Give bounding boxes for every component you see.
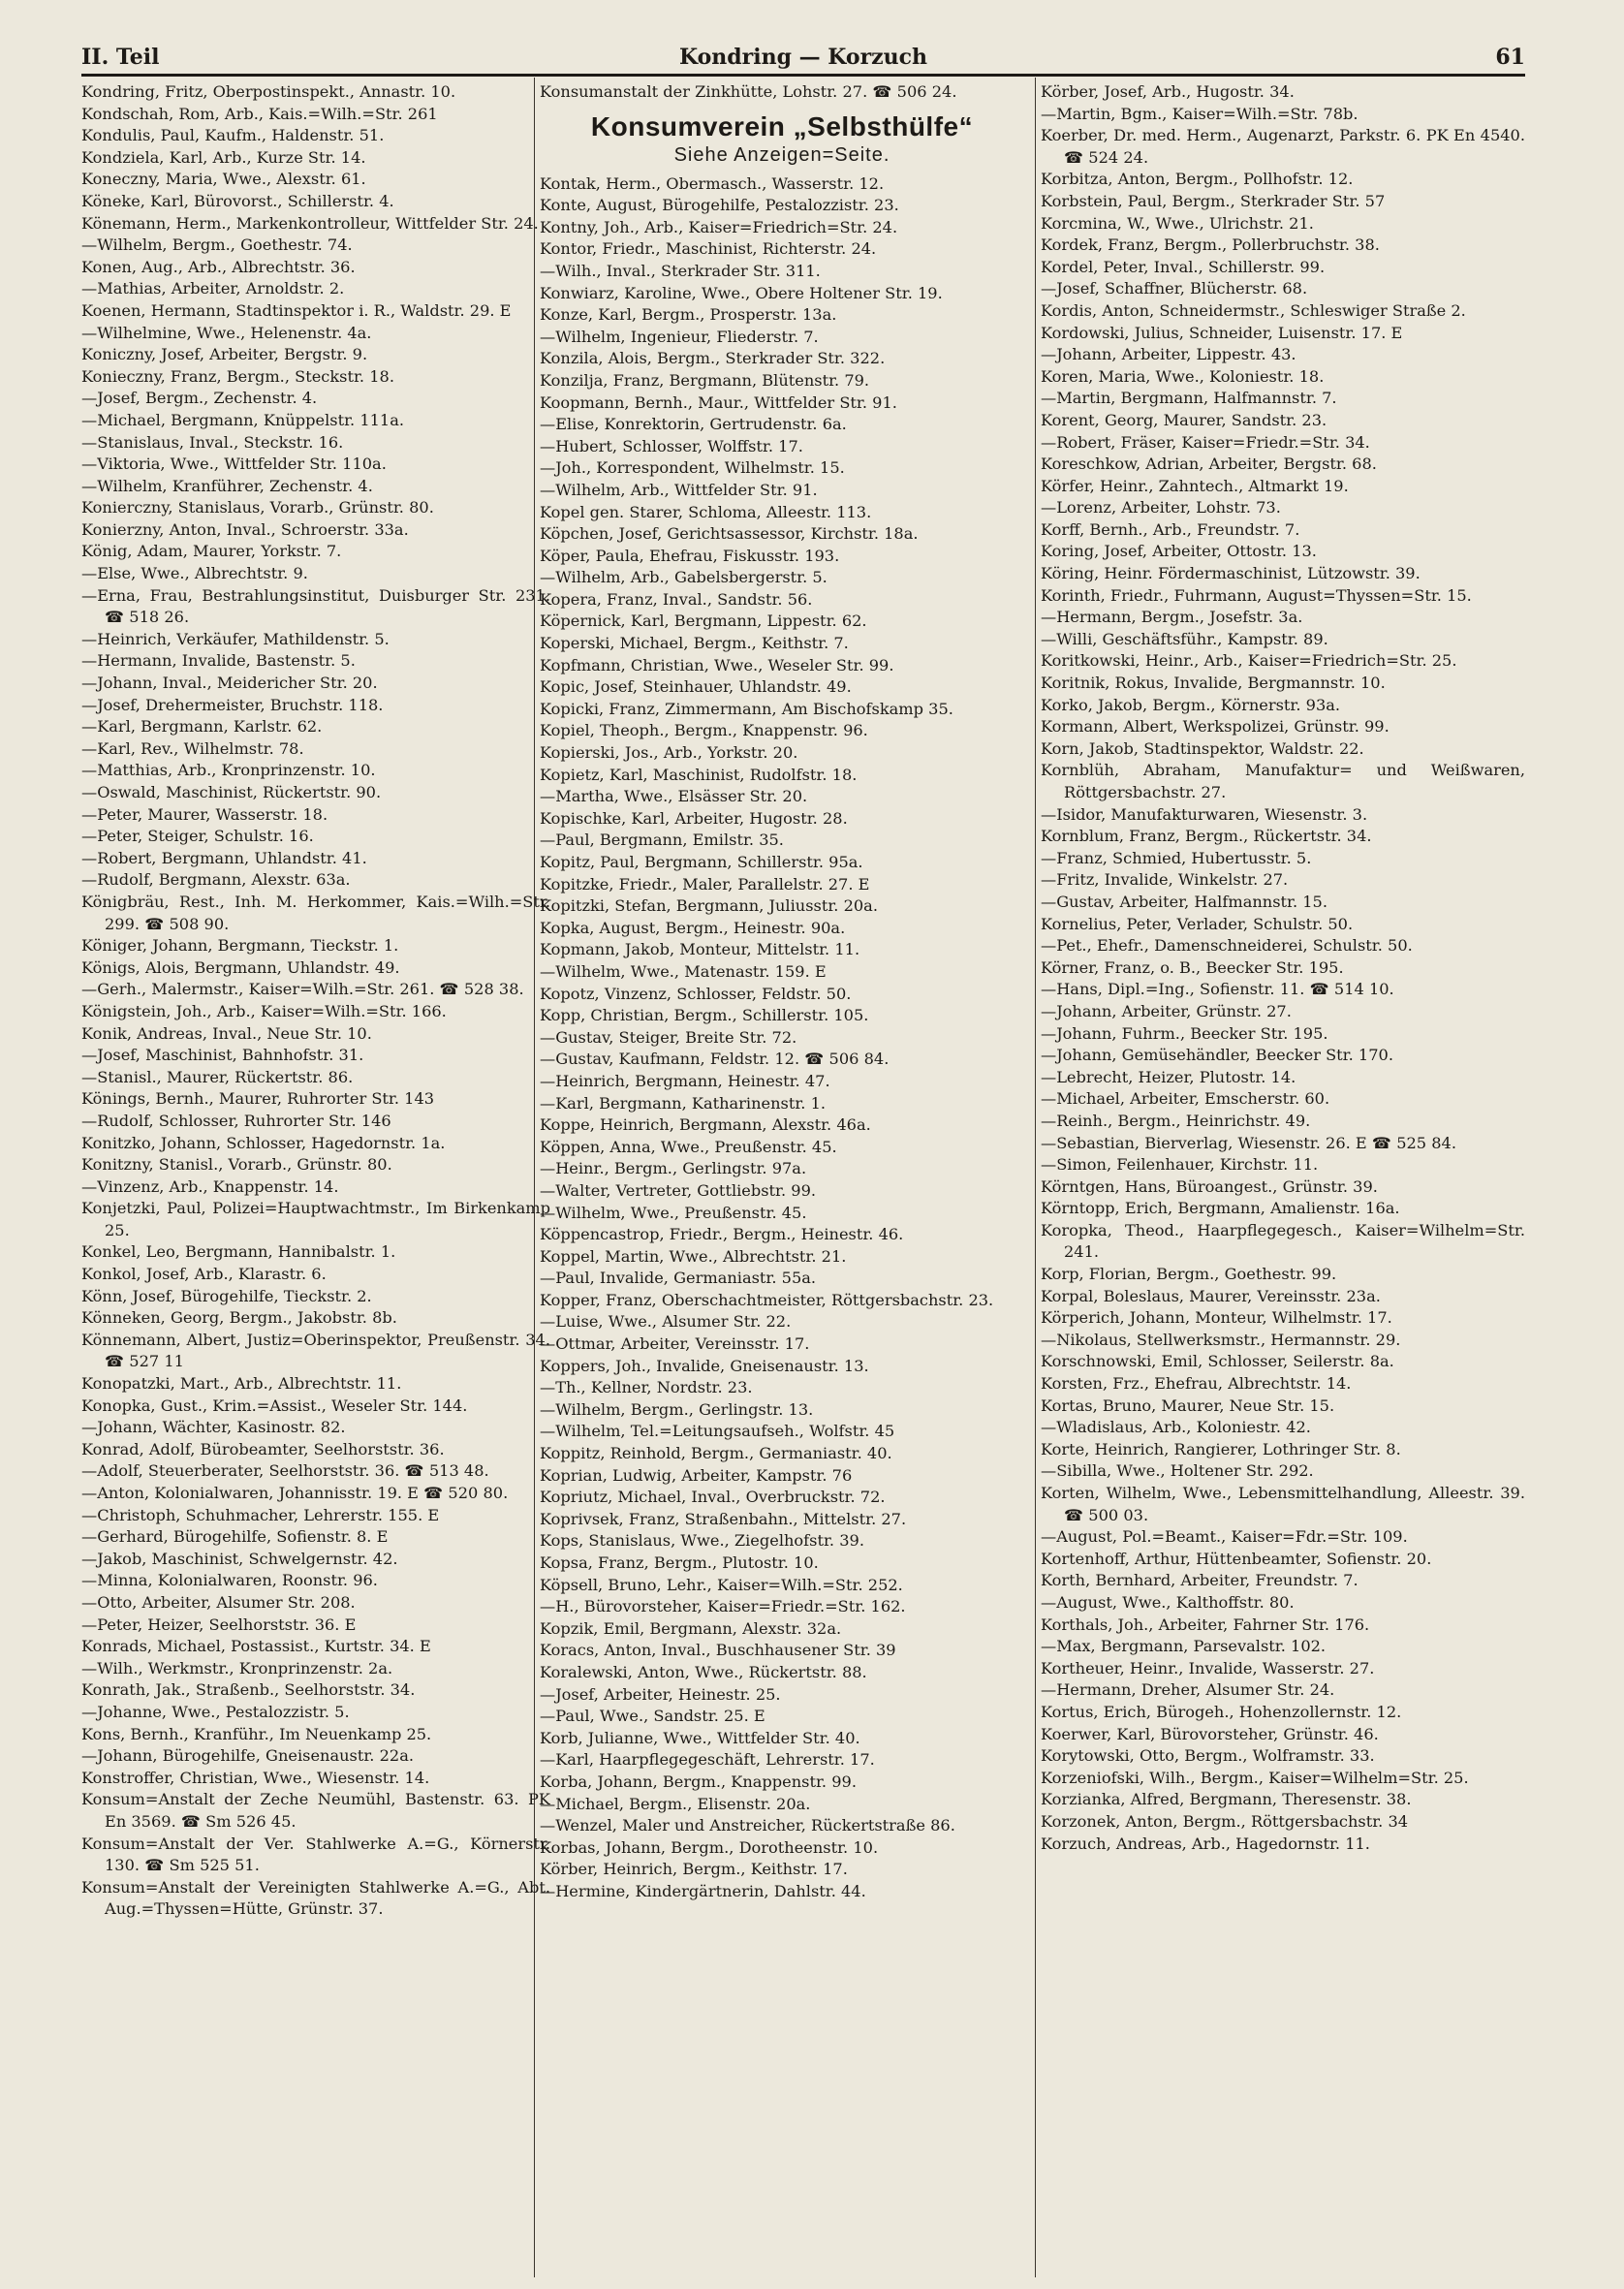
directory-entry: Körfer, Heinr., Zahntech., Altmarkt 19. [1041,476,1349,495]
directory-entry: —Heinrich, Verkäufer, Mathildenstr. 5. [81,629,390,648]
directory-entry: Kopicki, Franz, Zimmermann, Am Bischofskamp 35. [540,699,953,718]
directory-entry: —Peter, Heizer, Seelhorststr. 36. E [81,1615,357,1634]
directory-entry: Königbräu, Rest., Inh. M. Herkommer, Kais.=Wilh.=Str. 299. ☎ 508 90. [81,892,550,933]
directory-entry: Kopic, Josef, Steinhauer, Uhlandstr. 49. [540,677,852,697]
directory-entry: —Heinrich, Bergmann, Heinestr. 47. [540,1071,830,1090]
directory-entry: —Martin, Bgm., Kaiser=Wilh.=Str. 78b. [1041,104,1359,123]
directory-entry: —Gustav, Kaufmann, Feldstr. 12. ☎ 506 84. [540,1050,890,1069]
directory-entry: —Hans, Dipl.=Ing., Sofienstr. 11. ☎ 514 10. [1041,980,1394,999]
directory-entry: Koring, Josef, Arbeiter, Ottostr. 13. [1041,542,1317,561]
directory-entry: Könneken, Georg, Bergm., Jakobstr. 8b. [81,1308,397,1328]
directory-entry: —Josef, Maschinist, Bahnhofstr. 31. [81,1046,364,1065]
directory-entry: Köpsell, Bruno, Lehr., Kaiser=Wilh.=Str. 252. [540,1575,903,1594]
directory-entry: Korko, Jakob, Bergm., Körnerstr. 93a. [1041,695,1341,714]
directory-entry: —Lorenz, Arbeiter, Lohstr. 73. [1041,498,1281,517]
directory-entry: —Johann, Bürogehilfe, Gneisenaustr. 22a. [81,1746,414,1766]
directory-entry: Konik, Andreas, Inval., Neue Str. 10. [81,1023,372,1043]
directory-entry: Köppen, Anna, Wwe., Preußenstr. 45. [540,1137,837,1156]
column-2-top-entries [540,81,1024,104]
directory-entry: Kopietz, Karl, Maschinist, Rudolfstr. 18. [540,765,858,784]
directory-entry: Konrath, Jak., Straßenb., Seelhorststr. 34. [81,1680,416,1700]
directory-entry: Köring, Heinr. Fördermaschinist, Lützowstr. 39. [1041,564,1421,583]
ad-title: Konsumverein „Selbsthülfe“ [590,110,974,141]
directory-entry: Könn, Josef, Bürogehilfe, Tieckstr. 2. [81,1286,372,1305]
directory-entry: —Th., Kellner, Nordstr. 23. [540,1378,753,1397]
directory-entry: —Wilhelm, Wwe., Preußenstr. 45. [540,1203,807,1222]
directory-entry: Korcmina, W., Wwe., Ulrichstr. 21. [1041,213,1314,233]
header-rule [81,74,1525,77]
directory-entry: Konsum=Anstalt der Vereinigten Stahlwerke A.=G., Abt. Aug.=Thyssen=Hütte, Grünstr. 37. [81,1877,550,1919]
directory-entry: —Wilhelm, Tel.=Leitungsaufseh., Wolfstr. 45 [540,1422,895,1441]
directory-entry: Kondring, Fritz, Oberpostinspekt., Annastr. 10. [81,82,456,101]
directory-entry: —Hubert, Schlosser, Wolffstr. 17. [540,436,803,455]
directory-entry: Koppel, Martin, Wwe., Albrechtstr. 21. [540,1246,847,1266]
directory-entry: Kortas, Bruno, Maurer, Neue Str. 15. [1041,1395,1335,1415]
directory-entry: —Vinzenz, Arb., Knappenstr. 14. [81,1176,339,1196]
column-2 [540,81,1024,2273]
directory-entry: Konierzny, Anton, Inval., Schroerstr. 33a. [81,519,409,539]
directory-entry: —Michael, Arbeiter, Emscherstr. 60. [1041,1089,1330,1109]
directory-entry: —Reinh., Bergm., Heinrichstr. 49. [1041,1111,1311,1130]
directory-entry: Königs, Alois, Bergmann, Uhlandstr. 49. [81,957,400,977]
directory-entry: Kopriutz, Michael, Inval., Overbruckstr. 72. [540,1488,886,1507]
directory-entry: —Lebrecht, Heizer, Plutostr. 14. [1041,1067,1296,1086]
directory-entry: Kopfmann, Christian, Wwe., Weseler Str. 99. [540,655,894,674]
running-title: Kondring — Korzuch [678,45,928,70]
directory-entry: Kopiel, Theoph., Bergm., Knappenstr. 96. [540,721,868,740]
directory-entry: Kordis, Anton, Schneidermstr., Schleswiger Straße 2. [1041,300,1466,320]
directory-entry: —Ottmar, Arbeiter, Vereinsstr. 17. [540,1334,810,1354]
directory-entry: Kondschah, Rom, Arb., Kais.=Wilh.=Str. 261 [81,104,438,123]
directory-entry: Konen, Aug., Arb., Albrechtstr. 36. [81,257,356,276]
directory-entry: Koopmann, Bernh., Maur., Wittfelder Str. 91. [540,392,897,412]
column-2-entries [540,173,1024,1903]
directory-entry: Konte, August, Bürogehilfe, Pestalozzistr. 23. [540,196,899,215]
directory-entry: Korb, Julianne, Wwe., Wittfelder Str. 40. [540,1728,860,1747]
directory-entry: —Simon, Feilenhauer, Kirchstr. 11. [1041,1155,1319,1175]
directory-entry: —Josef, Schaffner, Blücherstr. 68. [1041,279,1308,298]
directory-entry: —Johann, Arbeiter, Lippestr. 43. [1041,345,1296,364]
directory-entry: Konsum=Anstalt der Zeche Neumühl, Bastenstr. 63. PK En 3569. ☎ Sm 526 45. [81,1790,550,1831]
directory-entry: Korbitza, Anton, Bergm., Pollhofstr. 12. [1041,170,1354,189]
directory-entry: Konzilja, Franz, Bergmann, Blütenstr. 79. [540,370,870,390]
directory-entry: Koreschkow, Adrian, Arbeiter, Bergstr. 68. [1041,455,1377,474]
directory-entry: Kopel gen. Starer, Schloma, Alleestr. 113. [540,502,872,521]
directory-entry: Koritkowski, Heinr., Arb., Kaiser=Friedrich=Str. 25. [1041,651,1457,671]
directory-entry: Koprian, Ludwig, Arbeiter, Kampstr. 76 [540,1465,853,1485]
directory-entry: —Hermann, Bergm., Josefstr. 3a. [1041,608,1303,627]
directory-entry: Kopmann, Jakob, Monteur, Mittelstr. 11. [540,940,860,959]
directory-entry: Korzeniofski, Wilh., Bergm., Kaiser=Wilhelm=Str. 25. [1041,1768,1469,1787]
column-3 [1041,81,1525,2273]
directory-entry: Koppers, Joh., Invalide, Gneisenaustr. 13. [540,1356,869,1375]
directory-entry: Korff, Bernh., Arb., Freundstr. 7. [1041,519,1300,539]
directory-entry: —Else, Wwe., Albrechtstr. 9. [81,564,308,583]
directory-entry: —Gustav, Steiger, Breite Str. 72. [540,1027,797,1047]
directory-entry: Konrad, Adolf, Bürobeamter, Seelhorststr. 36. [81,1439,445,1458]
directory-entry: —Robert, Bergmann, Uhlandstr. 41. [81,848,367,867]
directory-entry: —Paul, Wwe., Sandstr. 25. E [540,1707,765,1726]
directory-entry: Konze, Karl, Bergm., Prosperstr. 13a. [540,305,837,325]
directory-entry: Konieczny, Franz, Bergm., Steckstr. 18. [81,366,394,386]
directory-entry: —Robert, Fräser, Kaiser=Friedr.=Str. 34. [1041,432,1370,452]
directory-entry: —Heinr., Bergm., Gerlingstr. 97a. [540,1159,807,1178]
directory-entry: Kornblum, Franz, Bergm., Rückertstr. 34. [1041,827,1372,846]
directory-entry: Korbas, Johann, Bergm., Dorotheenstr. 10. [540,1837,879,1857]
directory-entry: —Johann, Wächter, Kasinostr. 82. [81,1418,346,1437]
directory-entry: Kordel, Peter, Inval., Schillerstr. 99. [1041,257,1326,276]
directory-entry: —Johanne, Wwe., Pestalozzistr. 5. [81,1702,350,1721]
directory-entry: Koppitz, Reinhold, Bergm., Germaniastr. 40. [540,1444,892,1463]
directory-entry: Konopka, Gust., Krim.=Assist., Weseler Str. 144. [81,1395,468,1415]
directory-entry: —Wilhelm, Bergm., Goethestr. 74. [81,235,353,255]
directory-entry: Kopzik, Emil, Bergmann, Alexstr. 32a. [540,1618,842,1638]
directory-entry: —Luise, Wwe., Alsumer Str. 22. [540,1312,792,1332]
directory-entry: —August, Wwe., Kalthoffstr. 80. [1041,1592,1295,1612]
directory-entry: Korzonek, Anton, Bergm., Röttgersbachstr. 34 [1041,1811,1409,1831]
directory-entry: Kormann, Albert, Werkspolizei, Grünstr. 99. [1041,717,1390,737]
directory-entry: Köppencastrop, Friedr., Bergm., Heinestr. 46. [540,1225,904,1244]
directory-entry: —Mathias, Arbeiter, Arnoldstr. 2. [81,279,345,298]
directory-entry: Konrads, Michael, Postassist., Kurtstr. 34. E [81,1637,431,1656]
directory-entry: Kortheuer, Heinr., Invalide, Wasserstr. 27. [1041,1658,1375,1678]
directory-entry: Korte, Heinrich, Rangierer, Lothringer Str. 8. [1041,1439,1401,1458]
directory-entry: Korbstein, Paul, Bergm., Sterkrader Str. 57 [1041,191,1386,210]
directory-entry: Köpchen, Josef, Gerichtsassessor, Kirchstr. 18a. [540,524,919,544]
directory-entry: —Nikolaus, Stellwerksmstr., Hermannstr. 29. [1041,1330,1401,1349]
directory-entry: —Gerh., Malermstr., Kaiser=Wilh.=Str. 261. ☎ 528 38. [81,980,524,999]
directory-entry: Kopp, Christian, Bergm., Schillerstr. 105. [540,1006,869,1025]
directory-entry: —Rudolf, Bergmann, Alexstr. 63a. [81,870,351,890]
directory-entry: Körntgen, Hans, Büroangest., Grünstr. 39. [1041,1176,1378,1196]
directory-entry: Kopierski, Jos., Arb., Yorkstr. 20. [540,743,798,763]
directory-entry: Körner, Franz, o. B., Beecker Str. 195. [1041,957,1344,977]
directory-entry: Kopitzke, Friedr., Maler, Parallelstr. 27. E [540,874,870,894]
directory-entry: —H., Bürovorsteher, Kaiser=Friedr.=Str. 162. [540,1597,906,1616]
directory-entry: Koniczny, Josef, Arbeiter, Bergstr. 9. [81,345,368,364]
directory-entry: Kondziela, Karl, Arb., Kurze Str. 14. [81,147,366,167]
directory-entry: —Rudolf, Schlosser, Ruhrorter Str. 146 [81,1111,391,1130]
directory-entry: Könnemann, Albert, Justiz=Oberinspektor, Preußenstr. 34. ☎ 527 11 [81,1330,550,1371]
directory-entry: Koritnik, Rokus, Invalide, Bergmannstr. 10. [1041,674,1386,693]
directory-entry: Koenen, Hermann, Stadtinspektor i. R., Waldstr. 29. E [81,300,512,320]
directory-entry: Körber, Heinrich, Bergm., Keithstr. 17. [540,1860,848,1879]
directory-entry: —Karl, Bergmann, Katharinenstr. 1. [540,1093,827,1113]
directory-entry: —Erna, Frau, Bestrahlungsinstitut, Duisburger Str. 231. ☎ 518 26. [81,585,550,627]
directory-entry: Koperski, Michael, Bergm., Keithstr. 7. [540,634,849,653]
directory-entry: Köneke, Karl, Bürovorst., Schillerstr. 4. [81,191,394,210]
column-divider [1035,78,1036,2277]
directory-entry: Konsumanstalt der Zinkhütte, Lohstr. 27. ☎ 506 24. [540,82,957,101]
directory-entry: Körntopp, Erich, Bergmann, Amalienstr. 16a. [1041,1199,1400,1218]
directory-entry: Konopatzki, Mart., Arb., Albrechtstr. 11. [81,1374,402,1394]
directory-entry: —Josef, Arbeiter, Heinestr. 25. [540,1684,781,1704]
directory-entry: —Josef, Drehermeister, Bruchstr. 118. [81,695,384,714]
directory-entry: —Minna, Kolonialwaren, Roonstr. 96. [81,1571,378,1590]
directory-entry: Könemann, Herm., Markenkontrolleur, Wittfelder Str. 24. [81,213,539,233]
directory-entry: Kopischke, Karl, Arbeiter, Hugostr. 28. [540,808,848,828]
directory-entry: Konjetzki, Paul, Polizei=Hauptwachtmstr., Im Birkenkamp 25. [81,1199,550,1239]
directory-entry: —Karl, Haarpflegegeschäft, Lehrerstr. 17. [540,1750,875,1770]
directory-entry: Korinth, Friedr., Fuhrmann, August=Thyssen=Str. 15. [1041,585,1472,605]
directory-entry: Köper, Paula, Ehefrau, Fiskusstr. 193. [540,546,840,565]
directory-entry: Koprivsek, Franz, Straßenbahn., Mittelstr. 27. [540,1509,907,1528]
directory-entry: —Gustav, Arbeiter, Halfmannstr. 15. [1041,892,1327,911]
directory-entry: —Martin, Bergmann, Halfmannstr. 7. [1041,389,1337,408]
directory-entry: —Pet., Ehefr., Damenschneiderei, Schulstr. 50. [1041,936,1413,956]
directory-entry: Koren, Maria, Wwe., Koloniestr. 18. [1041,366,1325,386]
directory-entry: —Hermine, Kindergärtnerin, Dahlstr. 44. [540,1881,866,1900]
directory-entry: Korzuch, Andreas, Arb., Hagedornstr. 11. [1041,1834,1370,1853]
directory-entry: Kondulis, Paul, Kaufm., Haldenstr. 51. [81,126,385,145]
directory-entry: —Johann, Gemüsehändler, Beecker Str. 170. [1041,1046,1393,1065]
directory-entry: —Johann, Inval., Meidericher Str. 20. [81,674,378,693]
directory-entry: —Jakob, Maschinist, Schwelgernstr. 42. [81,1549,398,1568]
directory-entry: —Karl, Bergmann, Karlstr. 62. [81,717,323,737]
directory-entry: —Wilhelmine, Wwe., Helenenstr. 4a. [81,323,372,342]
directory-entry: —Oswald, Maschinist, Rückertstr. 90. [81,783,382,801]
directory-entry: Kopper, Franz, Oberschachtmeister, Röttgersbachstr. 23. [540,1290,994,1309]
directory-entry: —Max, Bergmann, Parsevalstr. 102. [1041,1637,1327,1656]
directory-entry: Kops, Stanislaus, Wwe., Ziegelhofstr. 39. [540,1531,864,1551]
directory-entry: Kordowski, Julius, Schneider, Luisenstr. 17. E [1041,323,1403,342]
directory-entry: Kortus, Erich, Bürogeh., Hohenzollernstr. 12. [1041,1702,1402,1721]
directory-entry: Kontor, Friedr., Maschinist, Richterstr. 24. [540,239,877,259]
directory-entry: —Josef, Bergm., Zechenstr. 4. [81,389,318,408]
directory-entry: Körber, Josef, Arb., Hugostr. 34. [1041,82,1295,101]
directory-entry: —Matthias, Arb., Kronprinzenstr. 10. [81,761,376,780]
directory-entry: —Franz, Schmied, Hubertusstr. 5. [1041,848,1312,867]
directory-entry: Kons, Bernh., Kranführ., Im Neuenkamp 25. [81,1724,432,1743]
column-1 [81,81,550,2273]
page-header [81,45,1525,74]
directory-entry: —Hermann, Invalide, Bastenstr. 5. [81,651,356,671]
directory-entry: Konitzko, Johann, Schlosser, Hagedornstr. 1a. [81,1133,446,1152]
directory-entry: —Michael, Bergm., Elisenstr. 20a. [540,1794,811,1813]
directory-entry: —Hermann, Dreher, Alsumer Str. 24. [1041,1680,1335,1700]
directory-entry: —Michael, Bergmann, Knüppelstr. 111a. [81,410,405,429]
directory-entry: Kopka, August, Bergm., Heinestr. 90a. [540,918,846,937]
directory-entry: Korsten, Frz., Ehefrau, Albrechtstr. 14. [1041,1374,1352,1394]
directory-entry: —August, Pol.=Beamt., Kaiser=Fdr.=Str. 109. [1041,1527,1408,1547]
directory-entry: Koropka, Theod., Haarpflegegesch., Kaiser=Wilhelm=Str. 241. [1041,1220,1525,1262]
directory-entry: Konstroffer, Christian, Wwe., Wiesenstr. 14. [81,1768,430,1787]
directory-entry: Konsum=Anstalt der Ver. Stahlwerke A.=G., Körnerstr. 130. ☎ Sm 525 51. [81,1834,550,1875]
directory-entry: Kopitzki, Stefan, Bergmann, Juliusstr. 20a. [540,896,878,916]
directory-entry: König, Adam, Maurer, Yorkstr. 7. [81,542,342,561]
directory-entry: Korschnowski, Emil, Schlosser, Seilerstr. 8a. [1041,1352,1394,1371]
directory-entry: —Wilhelm, Arb., Gabelsbergerstr. 5. [540,568,828,587]
directory-entry: —Wilhelm, Kranführer, Zechenstr. 4. [81,476,373,495]
directory-entry: —Christoph, Schuhmacher, Lehrerstr. 155. E [81,1505,440,1524]
directory-entry: —Johann, Fuhrm., Beecker Str. 195. [1041,1023,1328,1043]
directory-entry: Koerwer, Karl, Bürovorsteher, Grünstr. 46. [1041,1724,1379,1743]
directory-entry: Kopera, Franz, Inval., Sandstr. 56. [540,589,813,609]
directory-entry: —Isidor, Manufakturwaren, Wiesenstr. 3. [1041,804,1368,824]
directory-entry: Königer, Johann, Bergmann, Tieckstr. 1. [81,936,399,956]
directory-entry: —Stanisl., Maurer, Rückertstr. 86. [81,1067,354,1086]
directory-entry: —Paul, Invalide, Germaniastr. 55a. [540,1269,817,1288]
directory-entry: Korent, Georg, Maurer, Sandstr. 23. [1041,410,1327,429]
directory-entry: —Sebastian, Bierverlag, Wiesenstr. 26. E ☎ 525 84. [1041,1133,1456,1152]
directory-entry: —Wilh., Inval., Sterkrader Str. 311. [540,261,821,280]
directory-entry: Kortenhoff, Arthur, Hüttenbeamter, Sofienstr. 20. [1041,1549,1432,1568]
directory-entry: —Wilhelm, Arb., Wittfelder Str. 91. [540,480,818,499]
directory-entry: —Sibilla, Wwe., Holtener Str. 292. [1041,1461,1314,1481]
page-number: 61 [1495,45,1525,70]
directory-entry: —Joh., Korrespondent, Wilhelmstr. 15. [540,458,845,478]
directory-entry: Kopsa, Franz, Bergm., Plutostr. 10. [540,1553,819,1572]
directory-entry: —Wladislaus, Arb., Koloniestr. 42. [1041,1418,1311,1437]
directory-entry: —Martha, Wwe., Elsässer Str. 20. [540,787,808,806]
directory-entry: Köpernick, Karl, Bergmann, Lippestr. 62. [540,611,867,631]
directory-entry: Korytowski, Otto, Bergm., Wolframstr. 33. [1041,1746,1375,1766]
directory-entry: Kopotz, Vinzenz, Schlosser, Feldstr. 50. [540,984,852,1003]
directory-entry: —Otto, Arbeiter, Alsumer Str. 208. [81,1592,356,1612]
directory-entry: —Anton, Kolonialwaren, Johannisstr. 19. E ☎ 520 80. [81,1484,509,1502]
directory-entry: Korn, Jakob, Stadtinspektor, Waldstr. 22. [1041,738,1364,758]
directory-entry: —Stanislaus, Inval., Steckstr. 16. [81,432,344,452]
directory-entry: —Wilh., Werkmstr., Kronprinzenstr. 2a. [81,1658,393,1678]
directory-entry: —Willi, Geschäftsführ., Kampstr. 89. [1041,629,1328,648]
directory-entry: —Wenzel, Maler und Anstreicher, Rückertstraße 86. [540,1816,955,1835]
directory-entry: Koneczny, Maria, Wwe., Alexstr. 61. [81,170,366,189]
directory-entry: Kornblüh, Abraham, Manufaktur= und Weißwaren, Röttgersbachstr. 27. [1041,761,1525,801]
directory-entry: Königstein, Joh., Arb., Kaiser=Wilh.=Str. 166. [81,1001,447,1020]
directory-entry: Korten, Wilhelm, Wwe., Lebensmittelhandlung, Alleestr. 39. ☎ 500 03. [1041,1484,1525,1524]
directory-entry: —Wilhelm, Wwe., Matenastr. 159. E [540,961,827,981]
advertisement-notice [540,111,1024,168]
directory-entry: —Paul, Bergmann, Emilstr. 35. [540,831,784,850]
directory-entry: —Gerhard, Bürogehilfe, Sofienstr. 8. E [81,1527,389,1547]
directory-entry: Konitzny, Stanisl., Vorarb., Grünstr. 80. [81,1155,392,1175]
directory-entry: —Peter, Maurer, Wasserstr. 18. [81,804,328,824]
directory-entry: Konzila, Alois, Bergm., Sterkrader Str. 322. [540,349,886,368]
directory-entry: Kontny, Joh., Arb., Kaiser=Friedrich=Str. 24. [540,217,898,236]
section-label: II. Teil [81,45,160,70]
directory-entry: Korzianka, Alfred, Bergmann, Theresenstr. 38. [1041,1790,1412,1809]
directory-entry: —Karl, Rev., Wilhelmstr. 78. [81,738,304,758]
ad-subtitle: Siehe Anzeigen=Seite. [673,143,890,166]
directory-entry: Koerber, Dr. med. Herm., Augenarzt, Parkstr. 6. PK En 4540. ☎ 524 24. [1041,126,1525,167]
directory-entry: —Adolf, Steuerberater, Seelhorststr. 36. ☎ 513 48. [81,1461,489,1481]
directory-entry: —Viktoria, Wwe., Wittfelder Str. 110a. [81,455,387,474]
directory-entry: Koracs, Anton, Inval., Buschhausener Str. 39 [540,1641,896,1660]
directory-entry: Kornelius, Peter, Verlader, Schulstr. 50. [1041,914,1354,933]
directory-entry: Korthals, Joh., Arbeiter, Fahrner Str. 176. [1041,1615,1370,1634]
directory-entry: Konkel, Leo, Bergmann, Hannibalstr. 1. [81,1242,396,1262]
directory-entry: —Wilhelm, Bergm., Gerlingstr. 13. [540,1399,814,1419]
directory-entry: Koppe, Heinrich, Bergmann, Alexstr. 46a. [540,1115,871,1135]
directory-entry: Konwiarz, Karoline, Wwe., Obere Holtener Str. 19. [540,283,943,302]
directory-entry: —Wilhelm, Ingenieur, Fliederstr. 7. [540,327,819,346]
directory-entry: Kopitz, Paul, Bergmann, Schillerstr. 95a. [540,853,863,871]
directory-entry: —Elise, Konrektorin, Gertrudenstr. 6a. [540,415,847,434]
directory-entry: Kordek, Franz, Bergm., Pollerbruchstr. 38. [1041,235,1380,255]
directory-entry: Kontak, Herm., Obermasch., Wasserstr. 12. [540,173,885,193]
directory-entry: Koralewski, Anton, Wwe., Rückertstr. 88. [540,1662,867,1681]
directory-entry: Körperich, Johann, Monteur, Wilhelmstr. 17. [1041,1308,1392,1328]
directory-entry: Konierczny, Stanislaus, Vorarb., Grünstr. 80. [81,498,434,517]
directory-entry: Korp, Florian, Bergm., Goethestr. 99. [1041,1265,1337,1284]
directory-entry: Könings, Bernh., Maurer, Ruhrorter Str. 143 [81,1089,435,1109]
directory-entry: —Peter, Steiger, Schulstr. 16. [81,827,314,846]
directory-entry: Korpal, Boleslaus, Maurer, Vereinsstr. 23a. [1041,1286,1381,1305]
directory-entry: —Johann, Arbeiter, Grünstr. 27. [1041,1001,1292,1020]
directory-entry: Korth, Bernhard, Arbeiter, Freundstr. 7. [1041,1571,1359,1590]
directory-entry: Konkol, Josef, Arb., Klarastr. 6. [81,1265,327,1284]
directory-entry: —Fritz, Invalide, Winkelstr. 27. [1041,870,1289,890]
directory-entry: Korba, Johann, Bergm., Knappenstr. 99. [540,1772,857,1791]
directory-entry: —Walter, Vertreter, Gottliebstr. 99. [540,1180,817,1200]
